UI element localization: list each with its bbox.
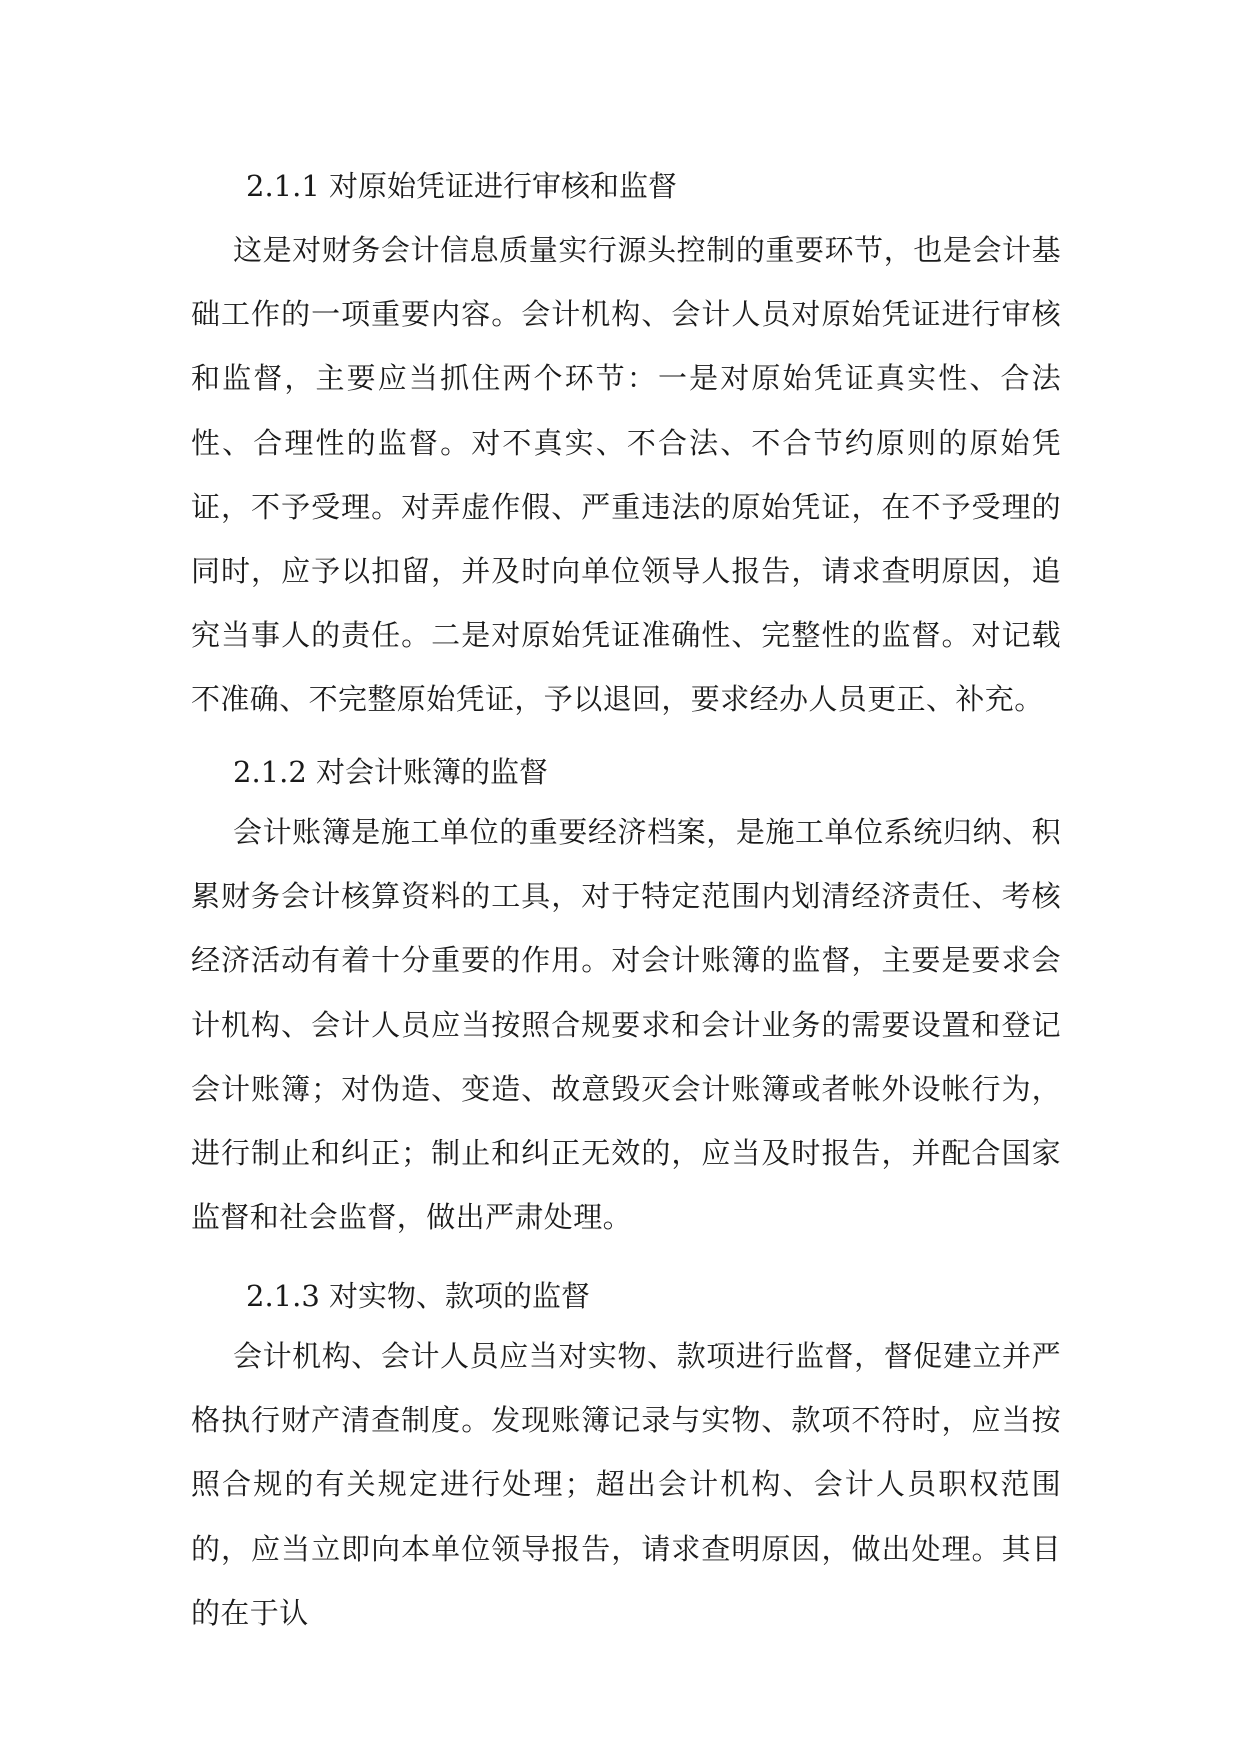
section-heading-2-1-3: 2.1.3 对实物、款项的监督 bbox=[246, 1279, 591, 1313]
section-heading-2-1-1: 2.1.1 对原始凭证进行审核和监督 bbox=[246, 169, 678, 203]
section-paragraph-2-1-3: 会计机构、会计人员应当对实物、款项进行监督，督促建立并严格执行财产清查制度。发现账簿记录与实物、款项不符时，应当按照合规的有关规定进行处理；超出会计机构、会计人员职权范围的，应当立即向本单位领导报告，请求查明原因，做出处理。其目的在于认 bbox=[191, 1339, 1061, 1630]
section-heading-2-1-2: 2.1.2 对会计账簿的监督 bbox=[233, 755, 549, 789]
section-paragraph-2-1-2: 会计账簿是施工单位的重要经济档案，是施工单位系统归纳、积累财务会计核算资料的工具，对于特定范围内划清经济责任、考核经济活动有着十分重要的作用。对会计账簿的监督，主要是要求会计机构、会计人员应当按照合规要求和会计业务的需要设置和登记会计账簿；对伪造、变造、故意毁灭会计账簿或者帐外设帐行为，进行制止和纠正；制止和纠正无效的，应当及时报告，并配合国家监督和社会监督，做出严肃处理。 bbox=[191, 815, 1061, 1235]
section-paragraph-2-1-1: 这是对财务会计信息质量实行源头控制的重要环节，也是会计基础工作的一项重要内容。会计机构、会计人员对原始凭证进行审核和监督，主要应当抓住两个环节：一是对原始凭证真实性、合法性、合理性的监督。对不真实、不合法、不合节约原则的原始凭证，不予受理。对弄虚作假、严重违法的原始凭证，在不予受理的同时，应予以扣留，并及时向单位领导人报告，请求查明原因，追究当事人的责任。二是对原始凭证准确性、完整性的监督。对记载不准确、不完整原始凭证，予以退回，要求经办人员更正、补充。 bbox=[191, 233, 1061, 717]
